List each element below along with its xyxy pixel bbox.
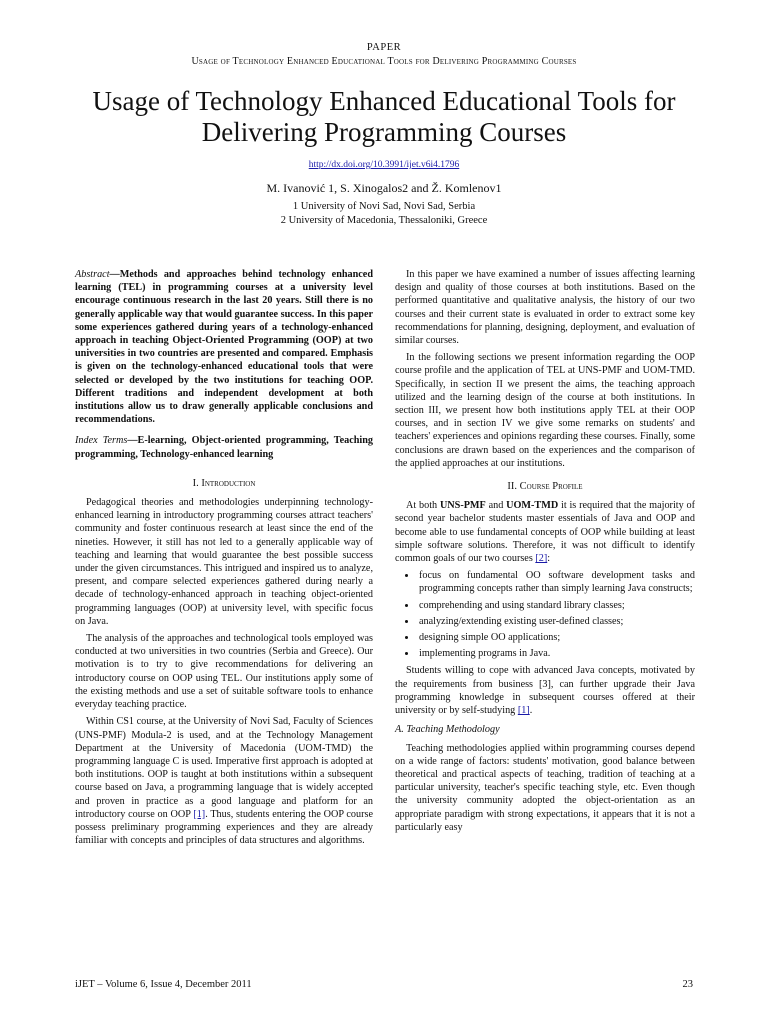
intro-p3-text-a: Within CS1 course, at the University of Novi Sad, Faculty of Sciences (UNS-PMF) Modula-2 is used, and at the Technology Management Department at the University of Macedonia (UOM-TMD) the programming language C is used. Imperative first approach is adopted at both institutions. OOP is taught at both institutions within a subsequent course based on Java, a programming language that is widely accepted and proven in practice as a good language and platform for an introductory course on OOP [75, 716, 373, 820]
index-terms-text: —E-learning, Object-oriented programming, Teaching programming, Technology-enhanced learning [75, 435, 373, 460]
footer-page-number: 23 [682, 979, 693, 990]
abstract-text: —Methods and approaches behind technology enhanced learning (TEL) in programming courses at a university level encourage continuous research in the last 20 years. Still there is no generally applicable way that would guarantee success. In this paper some experiences gathered during years of a technology-enhanced approach in teaching Object-Oriented Programming (OOP) at two universities in two countries are presented and compared. Emphasis is given on the technology-enhanced educational tools that were selected or developed by the two institutions for teaching OOP. Different traditions and independent development at both institutions allow us to draw generally applicable conclusions and recommendations. [75, 269, 373, 426]
citation-link-2[interactable]: [2] [535, 553, 548, 565]
list-item: • focus on fundamental OO software development tasks and programming concepts rather than simply learning Java constructs; [417, 569, 695, 595]
left-column [75, 268, 373, 851]
header-label: PAPER [366, 42, 402, 53]
doi-line [0, 160, 768, 170]
abstract [75, 268, 373, 426]
course-paragraph-2 [395, 664, 695, 717]
course-p2-text-a: Students willing to cope with advanced Java concepts, motivated by the requirements from business [3], can further upgrade their Java programming knowledge in subsequent courses offered at their university or by self-studying [395, 665, 695, 717]
doi-link[interactable]: http://dx.doi.org/10.3991/ijet.v6i4.1796 [308, 160, 460, 170]
list-item: • analyzing/extending existing user-defined classes; [417, 615, 695, 628]
abstract-label: Abstract [75, 269, 110, 280]
course-p1-text-a: At both [406, 500, 440, 512]
citation-link-3[interactable]: [1] [517, 705, 530, 717]
right-paragraph-2: In the following sections we present information regarding the OOP course profile and the application of TEL at UNS-PMF and UOM-TMD. Specifically, in section II we present the aims, the teaching approach utilized and the learning design of the course at both institutions. In section III, we present how both institutions apply TEL at their OOP courses, and in section IV we give some remarks on students' and teachers' experiences and opinions regarding these courses. Finally, some conclusions are drawn based on the experiences and the comparison of the applied approaches at our institutions. [395, 352, 695, 469]
intro-paragraph-3 [75, 715, 373, 847]
index-terms [75, 434, 373, 460]
running-title: Usage of Technology Enhanced Educational Tools for Delivering Programming Courses [191, 56, 577, 67]
goals-list [395, 569, 695, 660]
right-column [395, 268, 695, 838]
methodology-paragraph-1: Teaching methodologies applied within programming courses depend on a wide range of factors: students' motivation, good balance between theoretical and practical aspects of teaching, tradition of teaching at a particular university, teacher's specific teaching style, etc. Even though the university community adopted the object-orientation as an appropriate paradigm with strong expectations, it appears that it is not a particularly easy [395, 742, 695, 833]
section-title-introduction: I. Introduction [192, 477, 256, 489]
list-item: • designing simple OO applications; [417, 631, 695, 644]
list-item: • implementing programs in Java. [417, 647, 695, 660]
course-paragraph-1 [395, 499, 695, 565]
course-p1-uom: UOM-TMD [506, 500, 559, 512]
course-p1-text-f: : [547, 553, 551, 565]
right-paragraph-1: In this paper we have examined a number of issues affecting learning design and quality of those courses at both institutions. Based on the performed quantitative and qualitative analysis, the history of our two courses and their current state is evaluated in order to extract some key recommendations for planning, designing, deployment, and evaluation of similar courses. [395, 269, 695, 347]
intro-p3-text-b: . Thus, students entering the OOP course possess preliminary programming experiences and they are already familiar with concepts and principles of data structures and algorithms. [75, 808, 374, 847]
citation-link-1[interactable]: [1] [193, 808, 206, 820]
subsection-title-teaching-methodology: A. Teaching Methodology [395, 724, 500, 736]
intro-paragraph-2: The analysis of the approaches and technological tools employed was conducted at two universities in two countries (Serbia and Greece). Our motivation is to try to give recommendations for delivering an introductory course on OOP using TEL. Our institutions apply some of the existing methods and use a set of suitable software tools to enhance everyday teaching practice. [75, 633, 373, 711]
footer-journal: iJET – Volume 6, Issue 4, December 2011 [75, 979, 252, 990]
list-item: • comprehending and using standard library classes; [417, 599, 695, 612]
course-p1-text-c: and [485, 500, 507, 512]
section-title-course-profile: II. Course Profile [507, 481, 583, 493]
affiliation-1: 1 University of Novi Sad, Novi Sad, Serbia [292, 201, 476, 212]
paper-title: Usage of Technology Enhanced Educational Tools for Delivering Programming Courses [92, 86, 676, 147]
course-p1-text-e: it is required that the majority of second year bachelor students master essentials of Java and OOP and become able to use fundamental concepts of OOP while building at least simple software solutions. Therefore, it was not difficult to identify common goals of our two courses [395, 500, 695, 565]
course-p1-uns: UNS-PMF [439, 500, 486, 512]
course-p2-text-b: . [529, 705, 533, 717]
intro-paragraph-1: Pedagogical theories and methodologies underpinning technology-enhanced learning in introductory programming courses attract teachers' community and foster continuous research at least since the end of the nineties. However, it still has not led to a generally applicable way of teaching and learning that would guarantee the best possible success under the given circumstances. This intrigued and inspired us to analyze, present, and compare selected experiences gathered during nearly a decade of technology-enhanced approach in teaching object-oriented programming languages (OOP) at university level, with specific focus on Java. [75, 497, 373, 627]
authors: M. Ivanović 1, S. Xinogalos2 and Ž. Komlenov1 [266, 181, 502, 195]
affiliation-2: 2 University of Macedonia, Thessaloniki, Greece [280, 215, 488, 226]
index-terms-label: Index Terms [75, 435, 128, 447]
